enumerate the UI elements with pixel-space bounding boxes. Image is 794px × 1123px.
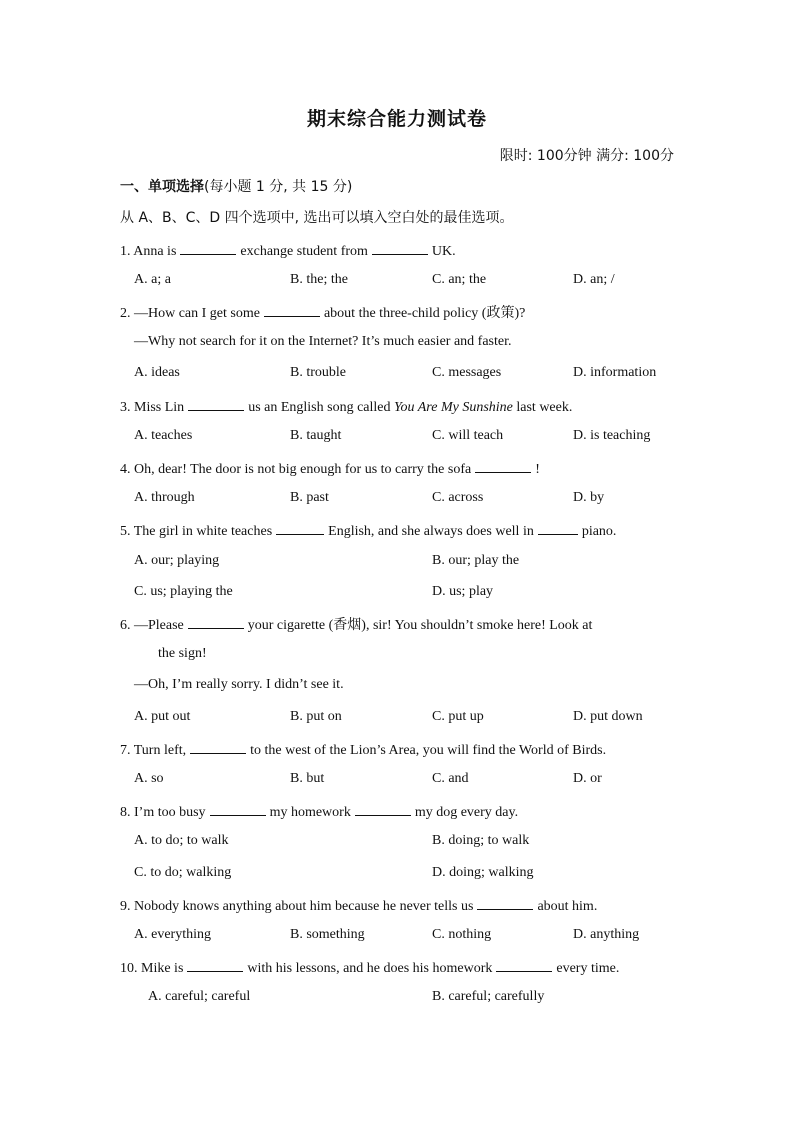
q7-option-c: C. and (432, 771, 469, 786)
question-9 (120, 895, 597, 916)
q5-option-d: D. us; play (432, 584, 494, 599)
q9-text-b: about him. (537, 899, 598, 914)
q6-option-c: C. put up (432, 709, 484, 724)
answer-blank (188, 396, 244, 411)
question-6 (120, 614, 592, 635)
q5-option-b: B. our; play the (432, 553, 520, 568)
q3-option-c: C. will teach (432, 428, 504, 443)
q3-text-a: 3. Miss Lin (120, 400, 185, 415)
q5-text-c: piano. (581, 524, 617, 539)
answer-blank (190, 739, 246, 754)
answer-blank (264, 302, 320, 317)
time-and-score: 限时: 100分钟 满分: 100分 (499, 148, 674, 164)
q8-option-c: C. to do; walking (134, 865, 232, 880)
q1-option-a: A. a; a (134, 272, 171, 287)
q6-option-a: A. put out (134, 709, 191, 724)
q5-text-a: 5. The girl in white teaches (120, 524, 273, 539)
q9-text-a: 9. Nobody knows anything about him because he never tells us (120, 899, 474, 914)
q1-option-c: C. an; the (432, 272, 487, 287)
question-10 (120, 957, 619, 978)
section-label: 一、单项选择 (120, 179, 204, 195)
section-heading (120, 176, 352, 196)
q8-option-a: A. to do; to walk (134, 833, 229, 848)
q2-text-b: about the three-child policy (政策)? (323, 306, 526, 321)
q6-continuation: the sign! (158, 646, 207, 661)
q10-option-b: B. careful; carefully (432, 989, 545, 1004)
question-2 (120, 302, 525, 323)
q1-text-b: exchange student from (240, 244, 368, 259)
answer-blank (180, 240, 236, 255)
q6-option-b: B. put on (290, 709, 342, 724)
question-4 (120, 458, 540, 479)
q6-response: —Oh, I’m really sorry. I didn’t see it. (134, 677, 344, 692)
q8-text-c: my dog every day. (414, 805, 519, 820)
q2-option-d: D. information (573, 365, 657, 380)
q9-option-a: A. everything (134, 927, 211, 942)
q4-option-a: A. through (134, 490, 195, 505)
q10-text-c: every time. (556, 961, 620, 976)
q10-text-a: 10. Mike is (120, 961, 184, 976)
answer-blank (210, 801, 266, 816)
q10-text-b: with his lessons, and he does his homework (247, 961, 493, 976)
q4-text-a: 4. Oh, dear! The door is not big enough for us to carry the sofa (120, 462, 472, 477)
q2-text-a: 2. —How can I get some (120, 306, 260, 321)
q6-option-d: D. put down (573, 709, 643, 724)
q3-text-c: last week. (516, 400, 573, 415)
q2-option-c: C. messages (432, 365, 502, 380)
question-1 (120, 240, 456, 261)
answer-blank (496, 957, 552, 972)
question-3 (120, 396, 572, 417)
q7-text-a: 7. Turn left, (120, 743, 187, 758)
q1-option-d: D. an; / (573, 272, 615, 287)
answer-blank (276, 520, 324, 535)
answer-blank (538, 520, 578, 535)
q9-option-d: D. anything (573, 927, 640, 942)
q5-option-c: C. us; playing the (134, 584, 233, 599)
q3-song-title: You Are My Sunshine (394, 400, 513, 415)
answer-blank (355, 801, 411, 816)
answer-blank (188, 614, 244, 629)
q3-text-b: us an English song called (248, 400, 391, 415)
instruction: 从 A、B、C、D 四个选项中, 选出可以填入空白处的最佳选项。 (120, 210, 514, 226)
q4-text-b: ! (535, 462, 540, 477)
q9-option-b: B. something (290, 927, 365, 942)
q3-option-a: A. teaches (134, 428, 193, 443)
q6-text-a: 6. —Please (120, 618, 184, 633)
q5-text-b: English, and she always does well in (328, 524, 534, 539)
q9-option-c: C. nothing (432, 927, 492, 942)
q2-response: —Why not search for it on the Internet? It’s much easier and faster. (134, 334, 512, 349)
q8-option-d: D. doing; walking (432, 865, 534, 880)
q8-text-a: 8. I’m too busy (120, 805, 206, 820)
section-detail: (每小题 1 分, 共 15 分) (204, 179, 353, 195)
page-title: 期末综合能力测试卷 (306, 108, 487, 130)
q2-option-b: B. trouble (290, 365, 346, 380)
q7-text-b: to the west of the Lion’s Area, you will find the World of Birds. (250, 743, 607, 758)
q3-option-b: B. taught (290, 428, 342, 443)
q3-option-d: D. is teaching (573, 428, 651, 443)
q8-text-b: my homework (269, 805, 351, 820)
answer-blank (372, 240, 428, 255)
q7-option-a: A. so (134, 771, 164, 786)
answer-blank (475, 458, 531, 473)
answer-blank (477, 895, 533, 910)
answer-blank (187, 957, 243, 972)
question-8 (120, 801, 518, 822)
q5-option-a: A. our; playing (134, 553, 220, 568)
q4-option-b: B. past (290, 490, 329, 505)
q1-text-c: UK. (431, 244, 456, 259)
q2-option-a: A. ideas (134, 365, 180, 380)
q10-option-a: A. careful; careful (148, 989, 251, 1004)
q7-option-b: B. but (290, 771, 325, 786)
question-5 (120, 520, 616, 541)
q7-option-d: D. or (573, 771, 602, 786)
q4-option-d: D. by (573, 490, 605, 505)
question-7 (120, 739, 606, 760)
q6-text-b: your cigarette (香烟), sir! You shouldn’t smoke here! Look at (247, 618, 593, 633)
q4-option-c: C. across (432, 490, 484, 505)
q1-text-a: 1. Anna is (120, 244, 177, 259)
q8-option-b: B. doing; to walk (432, 833, 530, 848)
q1-option-b: B. the; the (290, 272, 348, 287)
